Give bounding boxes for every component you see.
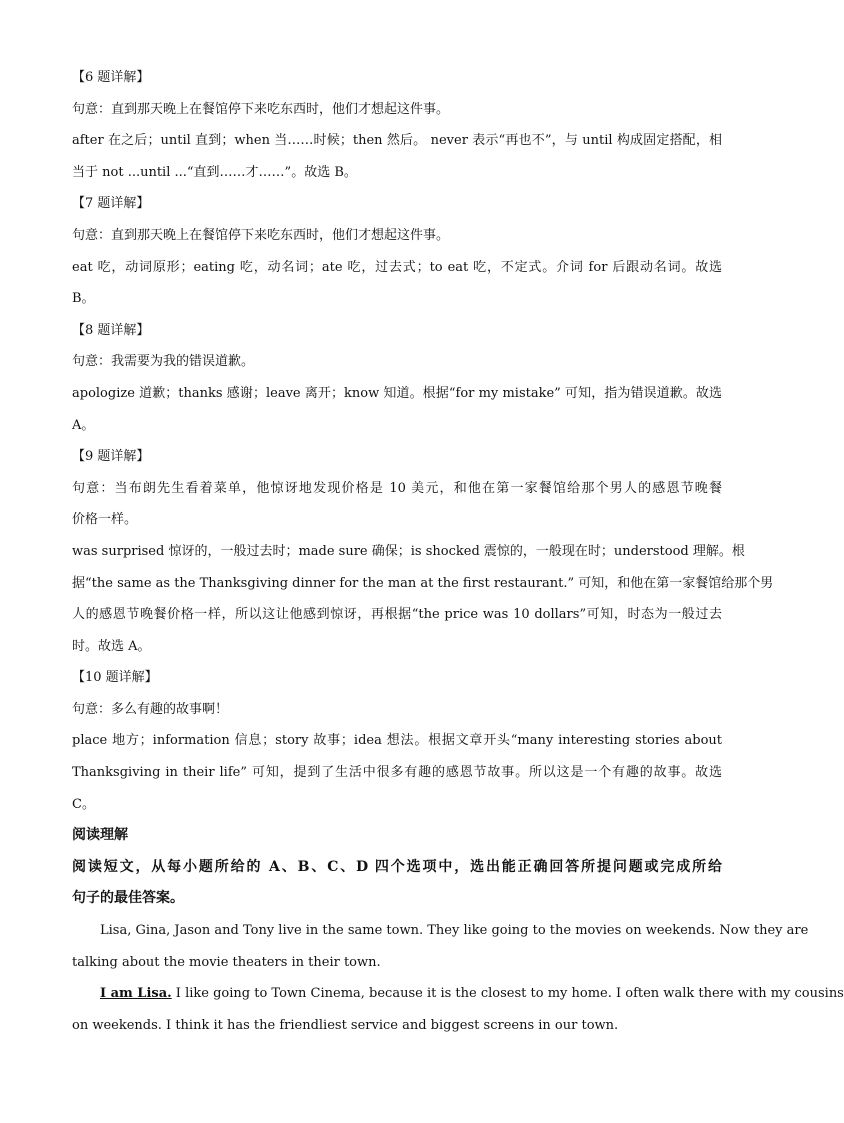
passage-paragraph-2: on weekends. I think it has the friendliest service and biggest screens in our town.: [72, 1017, 619, 1033]
explanation-line: 当于 not ...until ...“直到……才……”。故选 B。: [72, 164, 357, 180]
passage-paragraph-1: Lisa, Gina, Jason and Tony live in the same town. They like going to the movies on weekends. Now they are: [100, 923, 809, 939]
sentence-meaning-q6: 句意：直到那天晚上在餐馆停下来吃东西时，他们才想起这件事。: [72, 101, 450, 117]
section-heading-q9: 【9 题详解】: [72, 449, 150, 465]
explanation-line: B。: [72, 291, 95, 307]
passage-paragraph-2: [72, 978, 844, 1010]
sentence-meaning-q8: 句意：我需要为我的错误道歉。: [72, 354, 255, 370]
sentence-meaning-q9: 句意：当布朗先生看着菜单，他惊讶地发现价格是 10 美元，和他在第一家餐馆给那个男人的感恩节晚餐: [72, 480, 722, 496]
sentence-meaning-q9: 价格一样。: [72, 512, 138, 528]
explanation-line: 据“the same as the Thanksgiving dinner for the man at the first restaurant.” 可知，和他在第一家餐馆给那个男: [72, 575, 774, 591]
explanation-line: eat 吃，动词原形；eating 吃，动名词；ate 吃，过去式；to eat 吃，不定式。介词 for 后跟动名词。故选: [72, 259, 722, 275]
paragraph-text: I like going to Town Cinema, because it is the closest to my home. I often walk there with my cousins: [171, 986, 844, 1002]
reading-instruction: 句子的最佳答案。: [72, 890, 184, 907]
page-content: [72, 62, 844, 1041]
explanation-line: was surprised 惊讶的，一般过去时；made sure 确保；is shocked 震惊的，一般现在时；understood 理解。根: [72, 543, 745, 559]
section-heading-q8: 【8 题详解】: [72, 322, 150, 338]
explanation-line: after 在之后；until 直到；when 当……时候；then 然后。 never 表示“再也不”，与 until 构成固定搭配，相: [72, 133, 722, 149]
sentence-meaning-q7: 句意：直到那天晚上在餐馆停下来吃东西时，他们才想起这件事。: [72, 227, 450, 243]
sentence-meaning-q10: 句意：多么有趣的故事啊！: [72, 701, 229, 717]
section-heading-q10: 【10 题详解】: [72, 670, 158, 686]
explanation-line: C。: [72, 796, 95, 812]
explanation-line: place 地方；information 信息；story 故事；idea 想法。根据文章开头“many interesting stories about: [72, 733, 722, 749]
passage-paragraph-1: talking about the movie theaters in their town.: [72, 954, 381, 970]
reading-section-title: 阅读理解: [72, 827, 128, 844]
reading-instruction: 阅读短文，从每小题所给的 A、B、C、D 四个选项中，选出能正确回答所提问题或完成所给: [72, 858, 722, 875]
speaker-label: I am Lisa.: [100, 986, 172, 1002]
section-heading-q6: 【6 题详解】: [72, 70, 150, 85]
explanation-line: 时。故选 A。: [72, 638, 151, 654]
explanation-line: A。: [72, 417, 95, 433]
explanation-line: apologize 道歉；thanks 感谢；leave 离开；know 知道。根据“for my mistake” 可知，指为错误道歉。故选: [72, 385, 722, 401]
section-heading-q7: 【7 题详解】: [72, 196, 150, 212]
explanation-line: Thanksgiving in their life” 可知，提到了生活中很多有趣的感恩节故事。所以这是一个有趣的故事。故选: [72, 765, 722, 781]
explanation-line: 人的感恩节晚餐价格一样，所以这让他感到惊讶，再根据“the price was 10 dollars”可知，时态为一般过去: [72, 607, 722, 623]
